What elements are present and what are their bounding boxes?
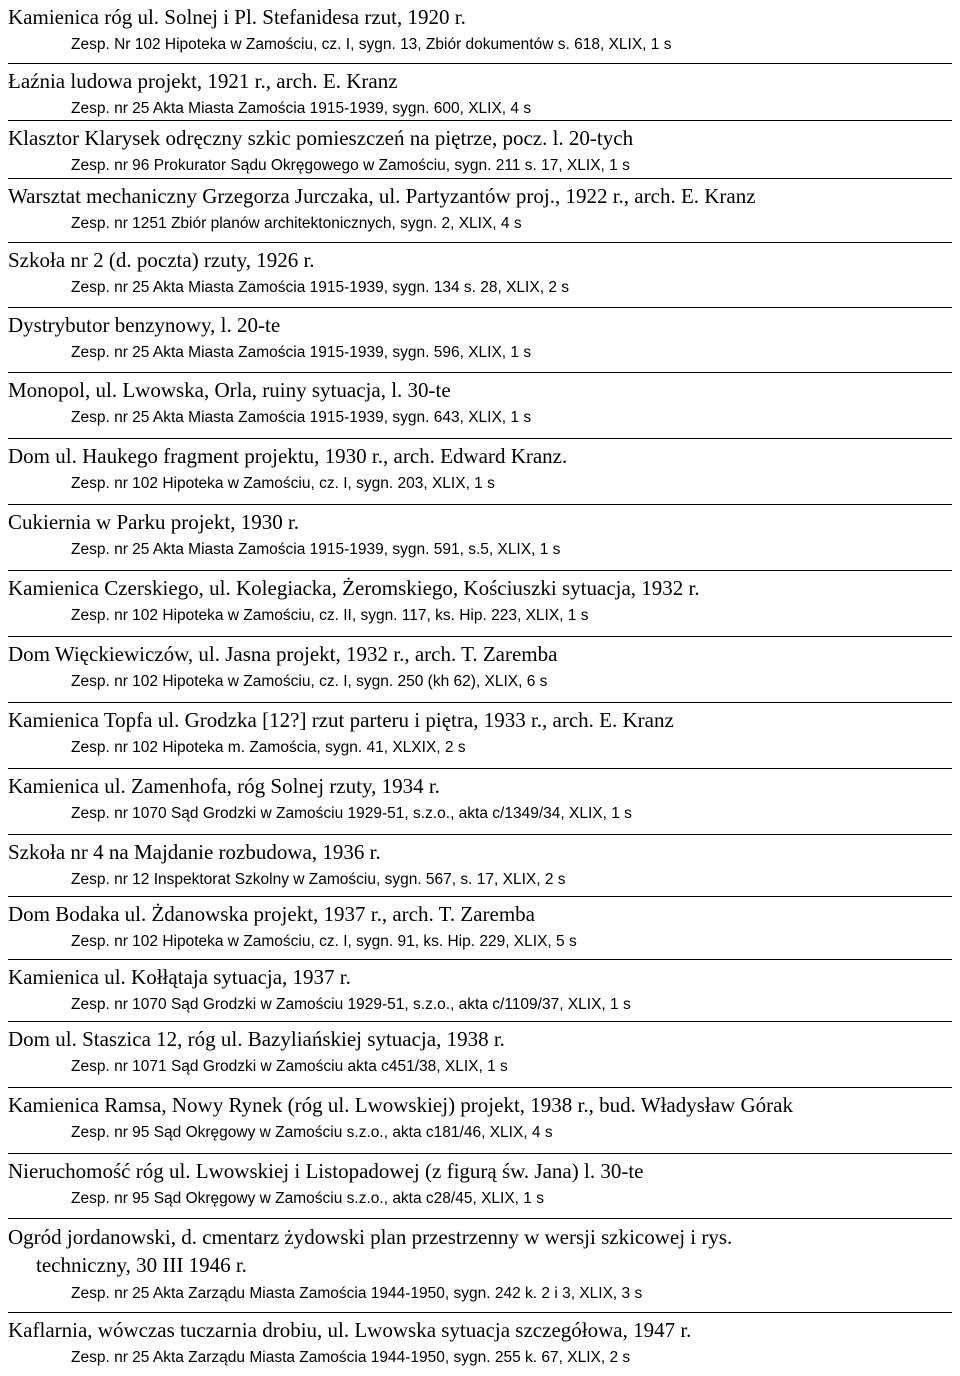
entry-title-continuation: techniczny, 30 III 1946 r. xyxy=(36,1253,247,1277)
entry-reference: Zesp. nr 95 Sąd Okręgowy w Zamościu s.z.o., akta c28/45, XLIX, 1 s xyxy=(71,1190,544,1207)
list-item xyxy=(8,120,952,176)
entry-reference: Zesp. nr 96 Prokurator Sądu Okręgowego w Zamościu, sygn. 211 s. 17, XLIX, 1 s xyxy=(71,157,630,174)
list-item xyxy=(8,178,952,234)
entry-title: Dom Bodaka ul. Żdanowska projekt, 1937 r., arch. T. Zaremba xyxy=(8,902,535,926)
list-item xyxy=(8,1218,952,1304)
list-item xyxy=(8,959,952,1015)
entry-reference: Zesp. nr 102 Hipoteka m. Zamościa, sygn. 41, XLXIX, 2 s xyxy=(71,739,466,756)
entry-title: Warsztat mechaniczny Grzegorza Jurczaka, ul. Partyzantów proj., 1922 r., arch. E. Kranz xyxy=(8,184,756,208)
entry-reference: Zesp. nr 25 Akta Zarządu Miasta Zamościa 1944-1950, sygn. 242 k. 2 i 3, XLIX, 3 s xyxy=(71,1285,643,1302)
entry-reference: Zesp. nr 1071 Sąd Grodzki w Zamościu akta c451/38, XLIX, 1 s xyxy=(71,1058,508,1075)
list-item xyxy=(8,1021,952,1077)
entry-reference: Zesp. nr 95 Sąd Okręgowy w Zamościu s.z.o., akta c181/46, XLIX, 4 s xyxy=(71,1124,553,1141)
list-item xyxy=(8,896,952,952)
entry-title: Monopol, ul. Lwowska, Orla, ruiny sytuacja, l. 30-te xyxy=(8,378,451,402)
entry-title: Cukiernia w Parku projekt, 1930 r. xyxy=(8,510,300,534)
entry-title: Kamienica Ramsa, Nowy Rynek (róg ul. Lwowskiej) projekt, 1938 r., bud. Władysław Górak xyxy=(8,1093,793,1117)
list-item xyxy=(8,1312,952,1368)
entry-reference: Zesp. nr 102 Hipoteka w Zamościu, cz. I, sygn. 203, XLIX, 1 s xyxy=(71,475,495,492)
list-item xyxy=(8,702,952,758)
entry-title: Kamienica róg ul. Solnej i Pl. Stefanidesa rzut, 1920 r. xyxy=(8,5,466,29)
entry-title: Dom Więckiewiczów, ul. Jasna projekt, 1932 r., arch. T. Zaremba xyxy=(8,642,558,666)
entry-reference: Zesp. nr 25 Akta Miasta Zamościa 1915-1939, sygn. 600, XLIX, 4 s xyxy=(71,100,532,117)
list-item xyxy=(8,372,952,428)
entry-title: Kamienica Czerskiego, ul. Kolegiacka, Żeromskiego, Kościuszki sytuacja, 1932 r. xyxy=(8,576,700,600)
entry-reference: Zesp. nr 1070 Sąd Grodzki w Zamościu 1929-51, s.z.o., akta c/1349/34, XLIX, 1 s xyxy=(71,805,632,822)
entry-reference: Zesp. nr 1251 Zbiór planów architektonicznych, sygn. 2, XLIX, 4 s xyxy=(71,215,522,232)
entry-reference: Zesp. nr 25 Akta Zarządu Miasta Zamościa 1944-1950, sygn. 255 k. 67, XLIX, 2 s xyxy=(71,1349,631,1366)
entry-reference: Zesp. nr 12 Inspektorat Szkolny w Zamościu, sygn. 567, s. 17, XLIX, 2 s xyxy=(71,871,566,888)
entry-title: Łaźnia ludowa projekt, 1921 r., arch. E. Kranz xyxy=(8,69,398,93)
list-item xyxy=(8,636,952,692)
entry-reference: Zesp. nr 25 Akta Miasta Zamościa 1915-1939, sygn. 134 s. 28, XLIX, 2 s xyxy=(71,279,569,296)
list-item xyxy=(8,242,952,298)
list-item xyxy=(8,0,952,55)
entry-title: Nieruchomość róg ul. Lwowskiej i Listopadowej (z figurą św. Jana) l. 30-te xyxy=(8,1159,644,1183)
list-item xyxy=(8,1153,952,1209)
entry-title: Szkoła nr 4 na Majdanie rozbudowa, 1936 r. xyxy=(8,840,381,864)
entry-title: Kamienica ul. Kołłątaja sytuacja, 1937 r. xyxy=(8,965,351,989)
entry-reference: Zesp. Nr 102 Hipoteka w Zamościu, cz. I, sygn. 13, Zbiór dokumentów s. 618, XLIX, 1 s xyxy=(71,36,672,53)
list-item xyxy=(8,63,952,119)
list-item xyxy=(8,1087,952,1143)
entry-reference: Zesp. nr 25 Akta Miasta Zamościa 1915-1939, sygn. 596, XLIX, 1 s xyxy=(71,344,532,361)
entry-title: Dystrybutor benzynowy, l. 20-te xyxy=(8,313,281,337)
list-item xyxy=(8,307,952,363)
entry-reference: Zesp. nr 25 Akta Miasta Zamościa 1915-1939, sygn. 591, s.5, XLIX, 1 s xyxy=(71,541,561,558)
entry-title xyxy=(8,1219,952,1279)
entry-title: Szkoła nr 2 (d. poczta) rzuty, 1926 r. xyxy=(8,248,315,272)
entry-title-line: Ogród jordanowski, d. cmentarz żydowski plan przestrzenny w wersji szkicowej i rys. xyxy=(8,1225,733,1249)
entry-title: Kamienica ul. Zamenhofa, róg Solnej rzuty, 1934 r. xyxy=(8,774,440,798)
list-item xyxy=(8,570,952,626)
list-item xyxy=(8,438,952,494)
entry-title: Klasztor Klarysek odręczny szkic pomieszczeń na piętrze, pocz. l. 20-tych xyxy=(8,126,634,150)
entry-title: Kamienica Topfa ul. Grodzka [12?] rzut parteru i piętra, 1933 r., arch. E. Kranz xyxy=(8,708,674,732)
list-item xyxy=(8,834,952,890)
list-item xyxy=(8,504,952,560)
entry-title: Kaflarnia, wówczas tuczarnia drobiu, ul. Lwowska sytuacja szczegółowa, 1947 r. xyxy=(8,1318,692,1342)
entry-reference: Zesp. nr 102 Hipoteka w Zamościu, cz. I, sygn. 250 (kh 62), XLIX, 6 s xyxy=(71,673,548,690)
entry-reference: Zesp. nr 25 Akta Miasta Zamościa 1915-1939, sygn. 643, XLIX, 1 s xyxy=(71,409,532,426)
entry-title: Dom ul. Staszica 12, róg ul. Bazyliańskiej sytuacja, 1938 r. xyxy=(8,1027,505,1051)
entry-reference: Zesp. nr 102 Hipoteka w Zamościu, cz. II, sygn. 117, ks. Hip. 223, XLIX, 1 s xyxy=(71,607,589,624)
entry-reference: Zesp. nr 1070 Sąd Grodzki w Zamościu 1929-51, s.z.o., akta c/1109/37, XLIX, 1 s xyxy=(71,996,631,1013)
list-item xyxy=(8,768,952,824)
entry-reference: Zesp. nr 102 Hipoteka w Zamościu, cz. I, sygn. 91, ks. Hip. 229, XLIX, 5 s xyxy=(71,933,577,950)
entry-title: Dom ul. Haukego fragment projektu, 1930 r., arch. Edward Kranz. xyxy=(8,444,568,468)
